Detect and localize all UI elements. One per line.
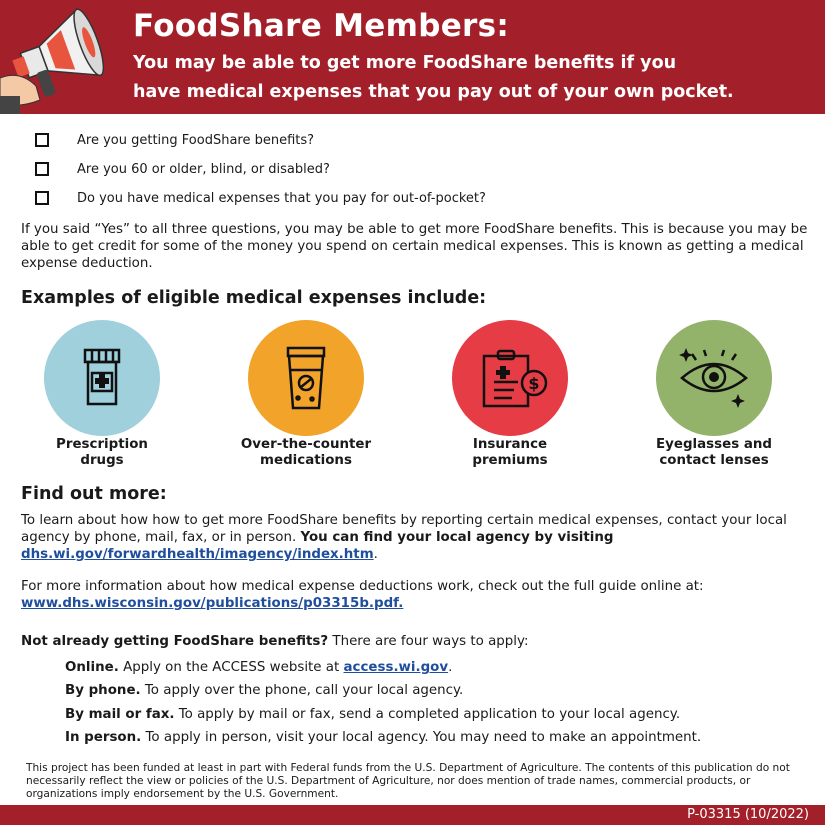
eye-icon (656, 320, 772, 436)
find-out-more-heading: Find out more: (21, 484, 167, 504)
insurance-circle (452, 320, 568, 436)
checklist-item-foodshare: Are you getting FoodShare benefits? (35, 130, 314, 150)
apply-mail-fax: By mail or fax. To apply by mail or fax, send a completed application to your local agency. (65, 707, 681, 722)
example-label: Insurance premiums (472, 437, 548, 468)
apply-phone: By phone. To apply over the phone, call your local agency. (65, 683, 464, 698)
checkbox[interactable] (35, 191, 49, 205)
example-label: Eyeglasses and contact lenses (656, 437, 772, 468)
eyeglasses-circle (656, 320, 772, 436)
header-banner (0, 0, 825, 114)
intro-paragraph: If you said “Yes” to all three questions, you may be able to get more FoodShare benefits. This is because you may be able to get credit for some of the money you spend on certain medical expenses. This is known as getting a medical expense deduction. (21, 222, 808, 271)
example-label: Prescription drugs (56, 437, 148, 468)
guide-paragraph: For more information about how medical expense deductions work, check out the full guide online at: www.dhs.wisconsin.gov/publications/p03315b.pdf. (21, 579, 704, 611)
page-title: FoodShare Members: (133, 8, 510, 44)
checkbox[interactable] (35, 133, 49, 147)
otc-circle (248, 320, 364, 436)
apply-online: Online. Apply on the ACCESS website at access.wi.gov. (65, 660, 453, 675)
checklist-item-medical: Do you have medical expenses that you pay for out-of-pocket? (35, 188, 486, 208)
examples-heading: Examples of eligible medical expenses include: (21, 288, 487, 308)
apply-in-person: In person. To apply in person, visit your local agency. You may need to make an appointment. (65, 730, 702, 745)
prescription-circle (44, 320, 160, 436)
disclaimer-text: This project has been funded at least in part with Federal funds from the U.S. Department of Agriculture. The contents of this publication do not necessarily reflect the view or policies of the U.S. Department of Agriculture, nor does mention of trade names, commercial products, or organizations imply endorsement by the U.S. Government. (26, 762, 790, 800)
pill-bottle-icon (44, 320, 160, 436)
guide-pdf-link[interactable]: www.dhs.wisconsin.gov/publications/p03315b.pdf. (21, 596, 404, 611)
apply-intro: Not already getting FoodShare benefits? There are four ways to apply: (21, 634, 529, 649)
checkbox[interactable] (35, 162, 49, 176)
page-subtitle: You may be able to get more FoodShare benefits if you have medical expenses that you pay out of your own pocket. (133, 53, 734, 102)
publication-code: P-03315 (10/2022) (687, 807, 809, 822)
glass-tablet-icon (248, 320, 364, 436)
local-agency-link[interactable]: dhs.wi.gov/forwardhealth/imagency/index.htm (21, 547, 374, 562)
find-out-more-paragraph: To learn about how how to get more FoodShare benefits by reporting certain medical expenses, contact your local agency by phone, mail, fax, or in person. You can find your local agency by visiting dhs.wi.gov/forwardhealth/imagency/index.htm. (21, 513, 787, 562)
example-label: Over-the-counter medications (240, 437, 372, 468)
svg-text:$: $ (528, 374, 540, 393)
access-link[interactable]: access.wi.gov (343, 660, 449, 675)
footer-bar (0, 805, 825, 825)
clipboard-dollar-icon (452, 320, 568, 436)
megaphone-icon (0, 0, 120, 114)
checklist-item-age: Are you 60 or older, blind, or disabled? (35, 159, 330, 179)
